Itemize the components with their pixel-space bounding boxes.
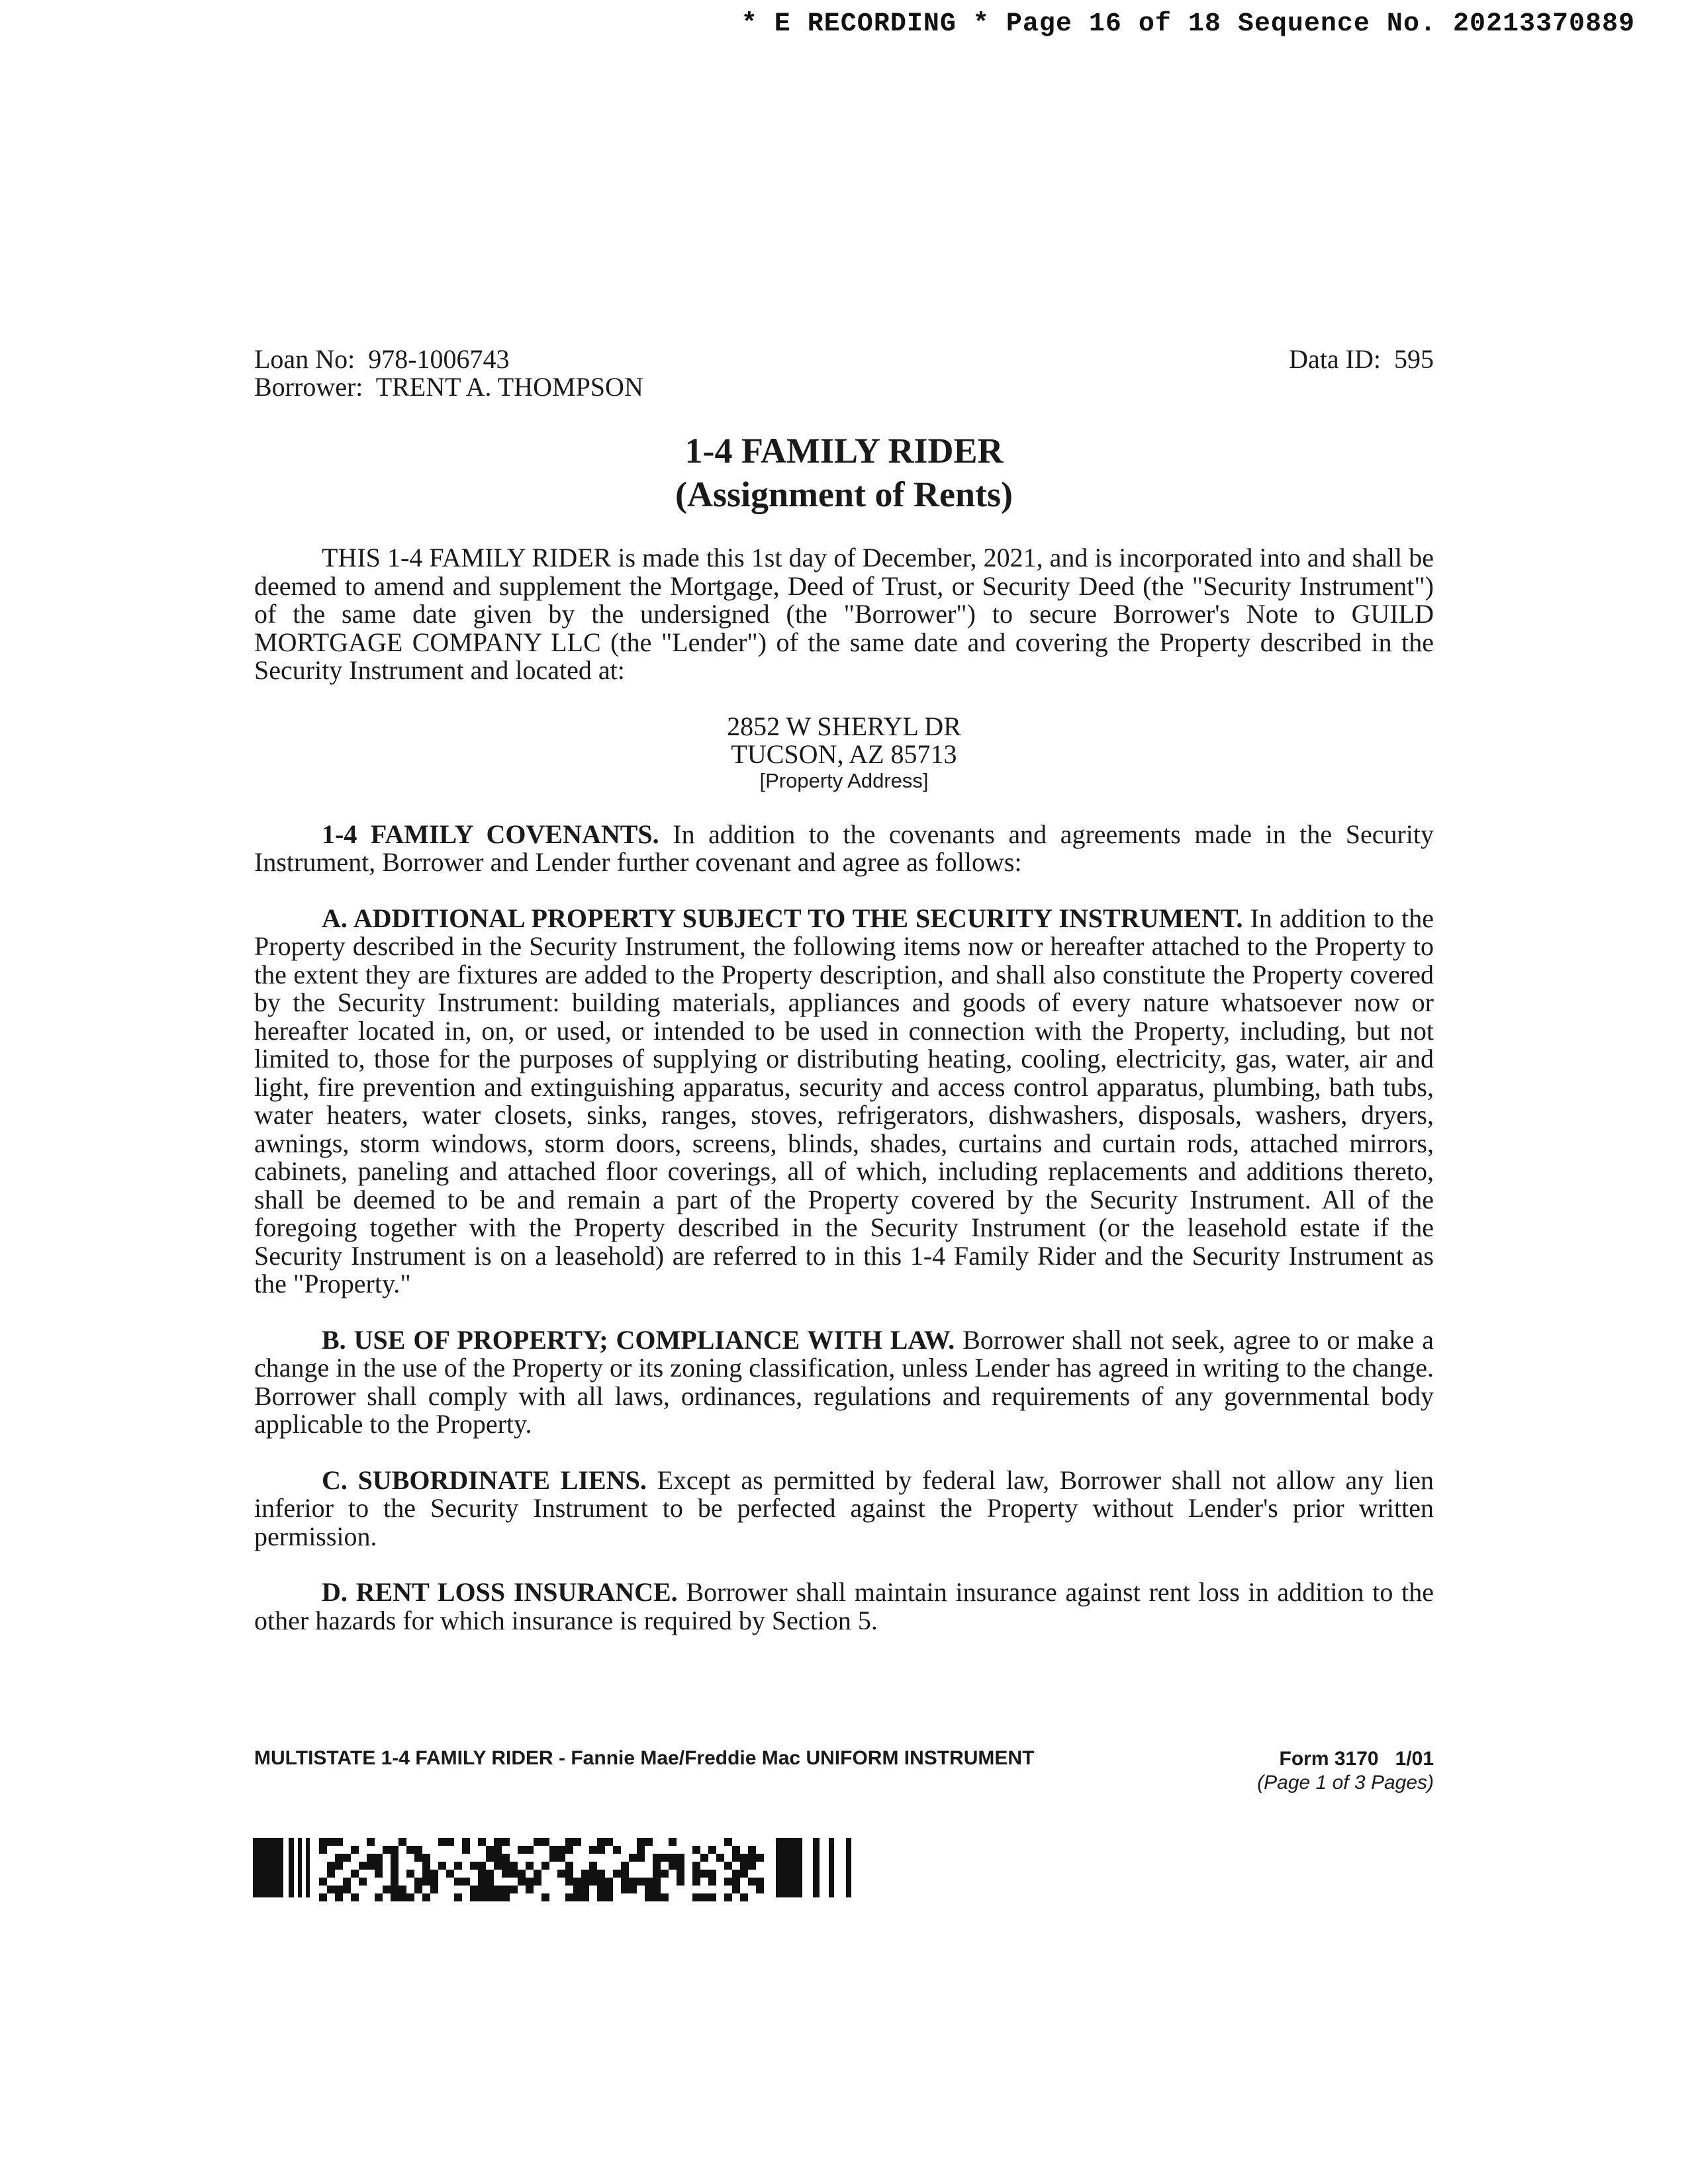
barcode-bar [383, 1846, 391, 1854]
barcode-bar [597, 1893, 605, 1901]
barcode-bar [549, 1854, 557, 1862]
barcode-bar [486, 1878, 494, 1886]
barcode-bar [597, 1886, 605, 1893]
barcode-bar [406, 1893, 414, 1901]
page-count: (Page 1 of 3 Pages) [1257, 1772, 1434, 1794]
barcode-bar [502, 1893, 510, 1901]
barcode-bar [813, 1838, 820, 1897]
form-date: 1/01 [1395, 1748, 1434, 1770]
barcode-bar [494, 1854, 502, 1862]
barcode-bar [621, 1862, 629, 1870]
barcode-bar [422, 1878, 430, 1886]
barcode-bar [708, 1878, 716, 1886]
barcode-bar [661, 1870, 669, 1878]
barcode-bar [700, 1870, 708, 1878]
barcode-bar [375, 1862, 383, 1870]
barcode-bar [740, 1870, 748, 1878]
barcode-bar [414, 1854, 422, 1862]
barcode-bar [526, 1878, 534, 1886]
barcode-bar [677, 1878, 684, 1886]
barcode-bar [692, 1846, 700, 1854]
barcode-bar [494, 1838, 502, 1846]
barcode-bar [653, 1893, 661, 1901]
barcode-bar [708, 1893, 716, 1901]
barcode-bar [375, 1854, 383, 1862]
barcode-bar [677, 1854, 684, 1862]
barcode-bar [565, 1878, 573, 1886]
barcode-bar [549, 1846, 557, 1854]
barcode-bar [534, 1838, 541, 1846]
barcode-bar [510, 1862, 518, 1870]
barcode-bar [486, 1870, 494, 1878]
barcode-bar [462, 1878, 470, 1886]
barcode-bar [359, 1878, 367, 1886]
barcode-bar [692, 1862, 700, 1870]
barcode-bar [534, 1878, 541, 1886]
barcode-bar [494, 1893, 502, 1901]
barcode-bar [367, 1838, 375, 1846]
barcode-bar [470, 1886, 478, 1893]
section-a [254, 905, 1434, 1298]
barcode-bar [565, 1893, 573, 1901]
barcode-bar [422, 1862, 430, 1870]
barcode-bar [486, 1854, 494, 1862]
section-c [254, 1467, 1434, 1551]
barcode-bar [399, 1886, 406, 1893]
barcode-bar [541, 1838, 549, 1846]
barcode-bar [669, 1854, 677, 1862]
barcode-bar [669, 1838, 677, 1846]
borrower-label: Borrower: [254, 372, 363, 402]
covenants-text: In addition to the covenants and agreements made in the Security Instrument, Borrower and Lender further covenant and agree as follows: [254, 819, 1434, 877]
data-id-value: 595 [1394, 344, 1434, 374]
barcode-bar [526, 1862, 534, 1870]
barcode-bar [581, 1886, 589, 1893]
barcode-bar [573, 1886, 581, 1893]
barcode-bar [597, 1878, 605, 1886]
barcode-bar [732, 1870, 740, 1878]
barcode-bar [335, 1893, 343, 1901]
barcode-bar [391, 1870, 399, 1878]
loan-number-row [254, 345, 643, 373]
barcode-bar [438, 1838, 446, 1846]
barcode-bar [653, 1854, 661, 1862]
barcode-bar [462, 1838, 470, 1846]
barcode-bar [573, 1893, 581, 1901]
section-d-heading: D. RENT LOSS INSURANCE. [322, 1577, 678, 1607]
barcode-bar [478, 1838, 486, 1846]
barcode-bar [502, 1862, 510, 1870]
barcode-bar [653, 1870, 661, 1878]
barcode-bar [526, 1846, 534, 1854]
barcode-bar [645, 1893, 653, 1901]
barcode-bar [732, 1854, 740, 1862]
barcode-bar [351, 1870, 359, 1878]
barcode-bar [756, 1878, 764, 1886]
barcode-bar [462, 1846, 470, 1854]
property-address [254, 713, 1434, 793]
barcode-bar [748, 1846, 756, 1854]
barcode-bar [478, 1862, 486, 1870]
barcode-bar [645, 1878, 653, 1886]
barcode-bar [534, 1870, 541, 1878]
barcode-bar [621, 1878, 629, 1886]
barcode-bar [327, 1886, 335, 1893]
barcode-bar [289, 1838, 294, 1897]
barcode-bar [740, 1893, 748, 1901]
barcode-bar [732, 1846, 740, 1854]
form-info [1257, 1747, 1434, 1795]
barcode-bar [391, 1862, 399, 1870]
barcode-bar [637, 1878, 645, 1886]
barcode-bar [677, 1862, 684, 1870]
barcode-bar [573, 1878, 581, 1886]
barcode-bar [470, 1893, 478, 1901]
barcode-bar [486, 1893, 494, 1901]
barcode-bar [446, 1838, 454, 1846]
barcode-bar [637, 1854, 645, 1862]
barcode-bar [399, 1893, 406, 1901]
barcode-bar [351, 1846, 359, 1854]
barcode-bar [494, 1846, 502, 1854]
recording-header: * E RECORDING * Page 16 of 18 Sequence No. 20213370889 [741, 9, 1635, 39]
barcode-bar [724, 1878, 732, 1886]
barcode-bar [700, 1893, 708, 1901]
borrower-row [254, 373, 643, 401]
barcode-bar [565, 1870, 573, 1878]
barcode-bar [708, 1846, 716, 1854]
barcode-bar [557, 1854, 565, 1862]
barcode-bar [422, 1870, 430, 1878]
barcode-bar [446, 1870, 454, 1878]
barcode-bar [565, 1838, 573, 1846]
barcode-bar [740, 1854, 748, 1862]
barcode-bar [414, 1886, 422, 1893]
barcode-bar [383, 1886, 391, 1893]
barcode-bar [335, 1862, 343, 1870]
barcode-bar [629, 1878, 637, 1886]
barcode-bar [518, 1846, 526, 1854]
barcode-bar [430, 1878, 438, 1886]
barcode-bar [677, 1870, 684, 1878]
barcode-bar [581, 1870, 589, 1878]
barcode-bar [422, 1893, 430, 1901]
address-line-2: TUCSON, AZ 85713 [731, 739, 957, 769]
section-b [254, 1326, 1434, 1439]
barcode-bar [454, 1893, 462, 1901]
barcode-bar [375, 1893, 383, 1901]
covenants-paragraph [254, 821, 1434, 877]
barcode-bar [645, 1886, 653, 1893]
barcode-bar [298, 1838, 302, 1897]
barcode-bar [335, 1886, 343, 1893]
barcode-bar [319, 1878, 327, 1886]
barcode-bar [724, 1838, 732, 1846]
barcode-bar [661, 1893, 669, 1901]
barcode-bar [502, 1870, 510, 1878]
barcode-bar [478, 1893, 486, 1901]
barcode-bar [589, 1878, 597, 1886]
barcode-bar [629, 1854, 637, 1862]
barcode-bar [406, 1870, 414, 1878]
barcode-bar [391, 1846, 399, 1854]
barcode-bar [756, 1854, 764, 1862]
barcode-bar [637, 1838, 645, 1846]
barcode-bar [430, 1870, 438, 1878]
barcode-bar [367, 1854, 375, 1862]
barcode-bar [748, 1878, 756, 1886]
barcode-bar [351, 1893, 359, 1901]
section-d [254, 1578, 1434, 1635]
form-number-line [1257, 1747, 1434, 1771]
barcode-bar [375, 1870, 383, 1878]
barcode-bar [700, 1854, 708, 1862]
barcode-bar [740, 1862, 748, 1870]
barcode-bar [653, 1862, 661, 1870]
barcode-bar [454, 1878, 462, 1886]
barcode-bar [391, 1854, 399, 1862]
barcode-bar [597, 1870, 605, 1878]
barcode-bar [573, 1838, 581, 1846]
barcode-bar [391, 1893, 399, 1901]
intro-paragraph: THIS 1-4 FAMILY RIDER is made this 1st day of December, 2021, and is incorporated into and shall be deemed to amend and supplement the Mortgage, Deed of Trust, or Security Deed (the "Security Instrument") of the same date given by the undersigned (the "Borrower") to secure Borrower's Note to GUILD MORTGAGE COMPANY LLC (the "Lender") of the same date and covering the Property described in the Security Instrument and located at: [254, 543, 1434, 685]
barcode-bar [343, 1878, 351, 1886]
section-a-text: In addition to the Property described in the Security Instrument, the following items now or hereafter attached to the Property to the extent they are fixtures are added to the Property description, and shall also constitute the Property covered by the Security Instrument: building materials, appliances and goods of every nature whatsoever now or hereafter located in, on, or used, or intended to be used in connection with the Property, including, but not limited to, those for the purposes of supplying or distributing heating, cooling, electricity, gas, water, air and light, fire prevention and extinguishing apparatus, security and access control apparatus, plumbing, bath tubs, water heaters, water closets, sinks, ranges, stoves, refrigerators, dishwashers, disposals, washers, dryers, awnings, storm windows, storm doors, screens, blinds, shades, curtains and curtain rods, attached mirrors, cabinets, paneling and attached floor coverings, all of which, including replacements and additions thereto, shall be deemed to be and remain a part of the Property covered by the Security Instrument. All of the foregoing together with the Property described in the Security Instrument (or the leasehold estate if the Security Instrument is on a leasehold) are referred to in this 1-4 Family Rider and the Security Instrument as the "Property." [254, 903, 1434, 1298]
barcode-bar [430, 1886, 438, 1893]
barcode-bar [502, 1854, 510, 1862]
barcode-bar [510, 1886, 518, 1893]
barcode-bar [399, 1838, 406, 1846]
barcode-bar [470, 1862, 478, 1870]
title-line-2: (Assignment of Rents) [675, 475, 1013, 514]
document-title [254, 429, 1434, 516]
barcode-bar [486, 1846, 494, 1854]
barcode-image [253, 1838, 888, 1897]
barcode-bar [605, 1893, 613, 1901]
barcode-bar [335, 1854, 343, 1862]
barcode-bar [438, 1862, 446, 1870]
barcode-bar [327, 1838, 335, 1846]
barcode-bar [541, 1862, 549, 1870]
barcode-bar [732, 1878, 740, 1886]
barcode-bar [478, 1870, 486, 1878]
barcode-bar [391, 1886, 399, 1893]
title-line-1: 1-4 FAMILY RIDER [684, 431, 1004, 471]
barcode-bar [319, 1893, 327, 1901]
loan-number-label: Loan No: [254, 344, 355, 374]
barcode-bar [589, 1862, 597, 1870]
barcode-bar [391, 1878, 399, 1886]
barcode-bar [557, 1846, 565, 1854]
address-label: [Property Address] [759, 768, 929, 792]
loan-info [254, 345, 643, 401]
barcode-bar [692, 1878, 700, 1886]
barcode-bar [653, 1886, 661, 1893]
barcode-bar [327, 1870, 335, 1878]
barcode-bar [645, 1838, 653, 1846]
barcode-bar [502, 1838, 510, 1846]
barcode-bar [526, 1886, 534, 1893]
barcode-bar [776, 1838, 802, 1897]
barcode-bar [708, 1870, 716, 1878]
barcode-bar [605, 1886, 613, 1893]
barcode-bar [629, 1886, 637, 1893]
data-id [1289, 345, 1434, 373]
barcode-bar [359, 1862, 367, 1870]
barcode-bar [581, 1893, 589, 1901]
borrower-name: TRENT A. THOMPSON [375, 372, 643, 402]
barcode-bar [454, 1862, 462, 1870]
barcode-bar [486, 1886, 494, 1893]
barcode-bar [748, 1862, 756, 1870]
barcode-bar [406, 1846, 414, 1854]
section-b-text: Borrower shall not seek, agree to or make a change in the use of the Property or its zoning classification, unless Lender has agreed in writing to the change. Borrower shall comply with all laws, ordinances, regulations and requirements of any governmental body applicable to the Property. [254, 1324, 1434, 1439]
barcode-bar [557, 1870, 565, 1878]
barcode-bar [589, 1870, 597, 1878]
barcode-bar [343, 1854, 351, 1862]
covenants-heading: 1-4 FAMILY COVENANTS. [322, 819, 659, 849]
barcode-bar [756, 1886, 764, 1893]
barcode-bar [716, 1854, 724, 1862]
barcode-bar [319, 1838, 327, 1846]
barcode-bar [518, 1878, 526, 1886]
barcode-bar [478, 1878, 486, 1886]
barcode-bar [692, 1870, 700, 1878]
barcode-bar [605, 1838, 613, 1846]
barcode-bar [565, 1862, 573, 1870]
barcode-bar [637, 1846, 645, 1854]
barcode-bar [494, 1862, 502, 1870]
barcode-bar [605, 1878, 613, 1886]
barcode-bar [589, 1846, 597, 1854]
section-c-text: Except as permitted by federal law, Borrower shall not allow any lien inferior to the Security Instrument to be perfected against the Property without Lender's prior written permission. [254, 1465, 1434, 1551]
barcode-bar [692, 1893, 700, 1901]
barcode-bar [597, 1846, 605, 1854]
barcode-bar [597, 1838, 605, 1846]
barcode-bar [327, 1862, 335, 1870]
barcode-bar [581, 1878, 589, 1886]
barcode-bar [724, 1862, 732, 1870]
barcode-bar [478, 1886, 486, 1893]
section-a-heading: A. ADDITIONAL PROPERTY SUBJECT TO THE SECURITY INSTRUMENT. [322, 903, 1243, 933]
data-id-label: Data ID: [1289, 344, 1381, 374]
section-b-heading: B. USE OF PROPERTY; COMPLIANCE WITH LAW. [322, 1324, 955, 1355]
barcode-bar [319, 1846, 327, 1854]
barcode-bar [829, 1838, 834, 1897]
barcode-bar [494, 1886, 502, 1893]
barcode-bar [502, 1886, 510, 1893]
barcode-bar [621, 1886, 629, 1893]
barcode-bar [732, 1886, 740, 1893]
barcode-bar [343, 1886, 351, 1893]
barcode-bar [253, 1838, 283, 1897]
address-line-1: 2852 W SHERYL DR [727, 711, 961, 741]
loan-number: 978-1006743 [368, 344, 510, 374]
section-d-text: Borrower shall maintain insurance against rent loss in addition to the other hazards for which insurance is required by Section 5. [254, 1577, 1434, 1635]
barcode-bar [422, 1854, 430, 1862]
barcode-bar [367, 1862, 375, 1870]
barcode-bar [518, 1870, 526, 1878]
barcode-bar [414, 1878, 422, 1886]
barcode-bar [414, 1846, 422, 1854]
form-number: Form 3170 [1279, 1748, 1379, 1770]
barcode-bar [661, 1854, 669, 1862]
section-c-heading: C. SUBORDINATE LIENS. [322, 1465, 647, 1495]
barcode-bar [335, 1838, 343, 1846]
barcode-bar [748, 1854, 756, 1862]
barcode-bar [724, 1893, 732, 1901]
barcode-bar [669, 1862, 677, 1870]
barcode-bar [613, 1846, 621, 1854]
form-title: MULTISTATE 1-4 FAMILY RIDER - Fannie Mae/Freddie Mac UNIFORM INSTRUMENT [254, 1747, 1035, 1769]
barcode-bar [565, 1846, 573, 1854]
barcode-bar [510, 1870, 518, 1878]
barcode-bar [613, 1870, 621, 1878]
barcode-bar [621, 1870, 629, 1878]
barcode-bar [653, 1878, 661, 1886]
document-body [254, 544, 1434, 1635]
barcode-bar [306, 1838, 310, 1897]
barcode-bar [846, 1838, 851, 1897]
barcode-bar [541, 1893, 549, 1901]
